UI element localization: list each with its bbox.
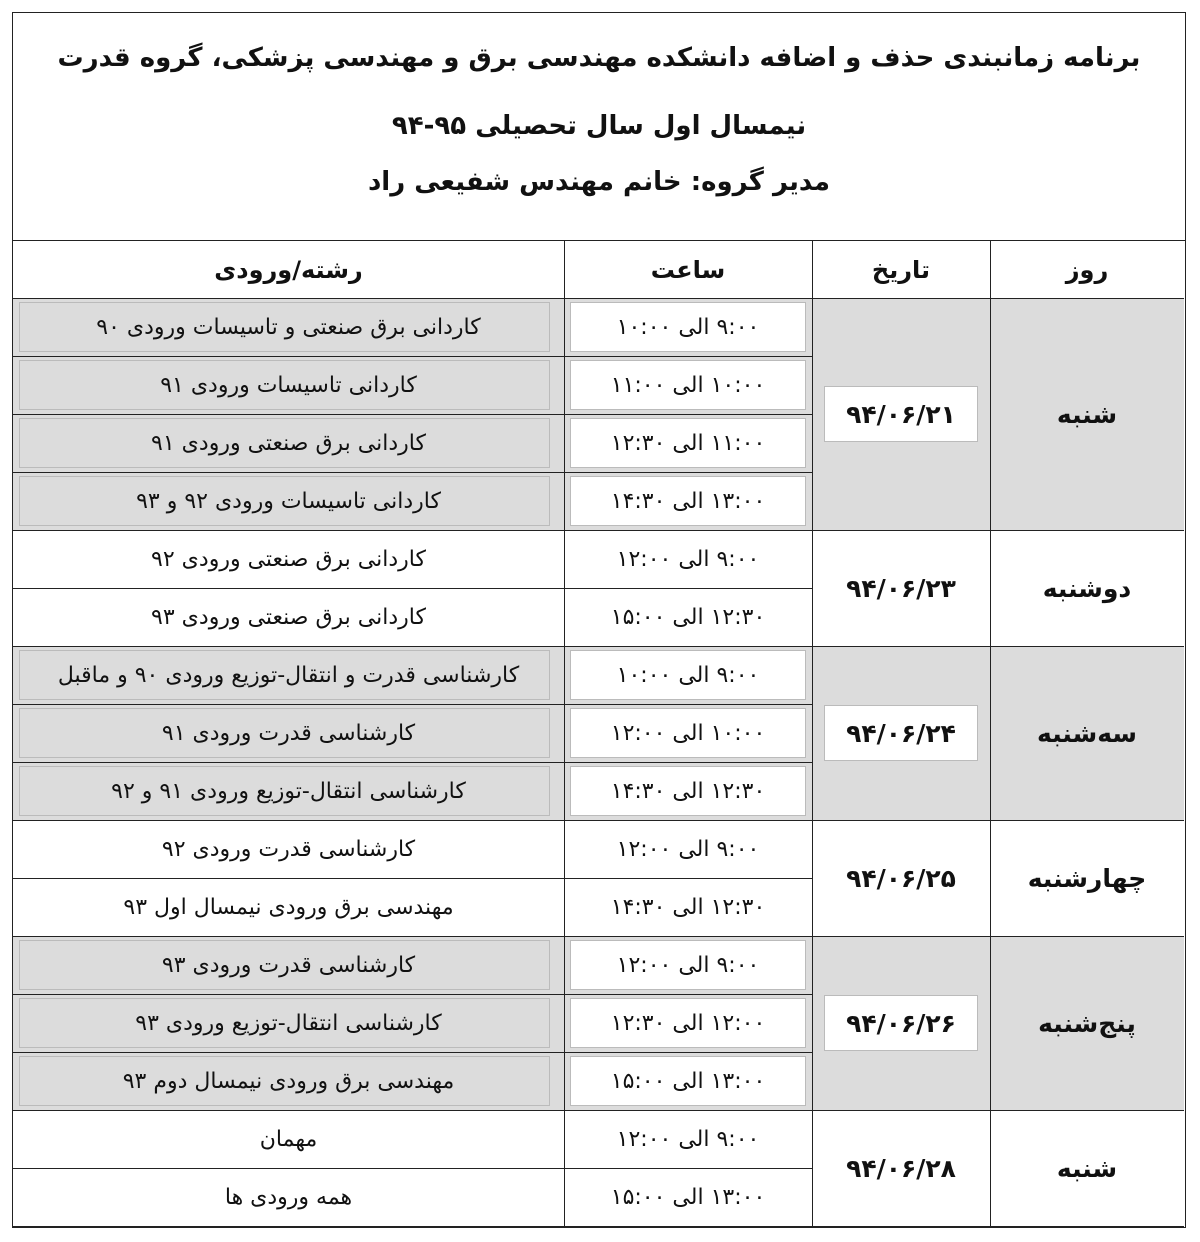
row-divider <box>13 298 1184 299</box>
day-cell: دوشنبه <box>1042 573 1132 603</box>
document-header <box>13 13 1185 241</box>
program-cell: کارشناسی قدرت ورودی ۹۳ <box>161 952 416 978</box>
program-cell: کارشناسی قدرت ورودی ۹۱ <box>161 720 416 746</box>
time-cell: ۱۲:۳۰ الی ۱۴:۳۰ <box>610 894 766 920</box>
row-divider <box>13 936 1184 937</box>
row-divider <box>13 356 812 357</box>
program-cell: مهندسی برق ورودی نیمسال اول ۹۳ <box>123 894 454 920</box>
program-cell: مهمان <box>259 1126 318 1152</box>
time-cell: ۱۲:۳۰ الی ۱۴:۳۰ <box>610 778 766 804</box>
time-cell: ۹:۰۰ الی ۱۰:۰۰ <box>616 662 760 688</box>
date-cell: ۹۴/۰۶/۲۱ <box>846 399 956 429</box>
document-title: برنامه زمانبندی حذف و اضافه دانشکده مهندسی برق و مهندسی پزشکی، گروه قدرت <box>57 43 1141 73</box>
row-divider <box>13 994 812 995</box>
row-divider <box>13 704 812 705</box>
column-header-date: تاریخ <box>871 255 931 284</box>
program-cell: کاردانی تاسیسات ورودی ۹۲ و ۹۳ <box>136 488 441 514</box>
column-header-program: رشته/ورودی <box>214 255 363 284</box>
time-cell: ۱۰:۰۰ الی ۱۱:۰۰ <box>610 372 766 398</box>
time-cell: ۱۳:۰۰ الی ۱۵:۰۰ <box>610 1184 766 1210</box>
day-cell: شنبه <box>1056 1153 1118 1183</box>
date-cell: ۹۴/۰۶/۲۵ <box>846 863 956 893</box>
row-divider <box>13 414 812 415</box>
date-cell: ۹۴/۰۶/۲۶ <box>846 1008 956 1038</box>
column-divider <box>564 241 565 1226</box>
time-cell: ۱۳:۰۰ الی ۱۴:۳۰ <box>610 488 766 514</box>
day-cell: شنبه <box>1056 399 1118 429</box>
time-cell: ۹:۰۰ الی ۱۲:۰۰ <box>616 546 760 572</box>
program-cell: همه ورودی ها <box>224 1184 353 1210</box>
time-cell: ۹:۰۰ الی ۱۲:۰۰ <box>616 1126 760 1152</box>
row-divider <box>13 878 812 879</box>
time-cell: ۹:۰۰ الی ۱۲:۰۰ <box>616 836 760 862</box>
program-cell: کارشناسی انتقال-توزیع ورودی ۹۳ <box>135 1010 442 1036</box>
program-cell: کاردانی تاسیسات ورودی ۹۱ <box>160 372 417 398</box>
row-divider <box>13 1052 812 1053</box>
program-cell: مهندسی برق ورودی نیمسال دوم ۹۳ <box>122 1068 455 1094</box>
date-cell: ۹۴/۰۶/۲۸ <box>846 1153 956 1183</box>
day-cell: پنج‌شنبه <box>1038 1008 1136 1038</box>
semester-subtitle: نیمسال اول سال تحصیلی ۹۵-۹۴ <box>391 111 807 141</box>
column-divider <box>990 241 991 1226</box>
row-divider <box>13 1226 1184 1227</box>
column-header-time: ساعت <box>650 255 726 284</box>
row-divider <box>13 646 1184 647</box>
row-divider <box>13 762 812 763</box>
program-cell: کاردانی برق صنعتی ورودی ۹۱ <box>151 430 426 456</box>
date-cell: ۹۴/۰۶/۲۳ <box>846 573 956 603</box>
row-divider <box>13 472 812 473</box>
day-cell: چهارشنبه <box>1027 863 1147 893</box>
program-cell: کاردانی برق صنعتی ورودی ۹۲ <box>151 546 426 572</box>
document-frame <box>12 12 1186 1228</box>
time-cell: ۱۲:۳۰ الی ۱۵:۰۰ <box>610 604 766 630</box>
time-cell: ۹:۰۰ الی ۱۰:۰۰ <box>616 314 760 340</box>
row-divider <box>13 820 1184 821</box>
program-cell: کارشناسی قدرت و انتقال-توزیع ورودی ۹۰ و ماقبل <box>57 662 520 688</box>
column-header-day: روز <box>1065 255 1109 284</box>
program-cell: کاردانی برق صنعتی ورودی ۹۳ <box>151 604 426 630</box>
program-cell: کارشناسی انتقال-توزیع ورودی ۹۱ و ۹۲ <box>111 778 466 804</box>
row-divider <box>13 588 812 589</box>
row-divider <box>13 530 1184 531</box>
row-divider <box>13 1110 1184 1111</box>
program-cell: کارشناسی قدرت ورودی ۹۲ <box>161 836 416 862</box>
group-manager-line: مدیر گروه: خانم مهندس شفیعی راد <box>367 167 831 197</box>
day-cell: سه‌شنبه <box>1037 718 1137 748</box>
time-cell: ۱۲:۰۰ الی ۱۲:۳۰ <box>610 1010 766 1036</box>
date-cell: ۹۴/۰۶/۲۴ <box>846 718 956 748</box>
column-divider <box>812 241 813 1226</box>
time-cell: ۱۱:۰۰ الی ۱۲:۳۰ <box>610 430 766 456</box>
time-cell: ۱۳:۰۰ الی ۱۵:۰۰ <box>610 1068 766 1094</box>
program-cell: کاردانی برق صنعتی و تاسیسات ورودی ۹۰ <box>96 314 481 340</box>
row-divider <box>13 1168 812 1169</box>
time-cell: ۱۰:۰۰ الی ۱۲:۰۰ <box>610 720 766 746</box>
time-cell: ۹:۰۰ الی ۱۲:۰۰ <box>616 952 760 978</box>
